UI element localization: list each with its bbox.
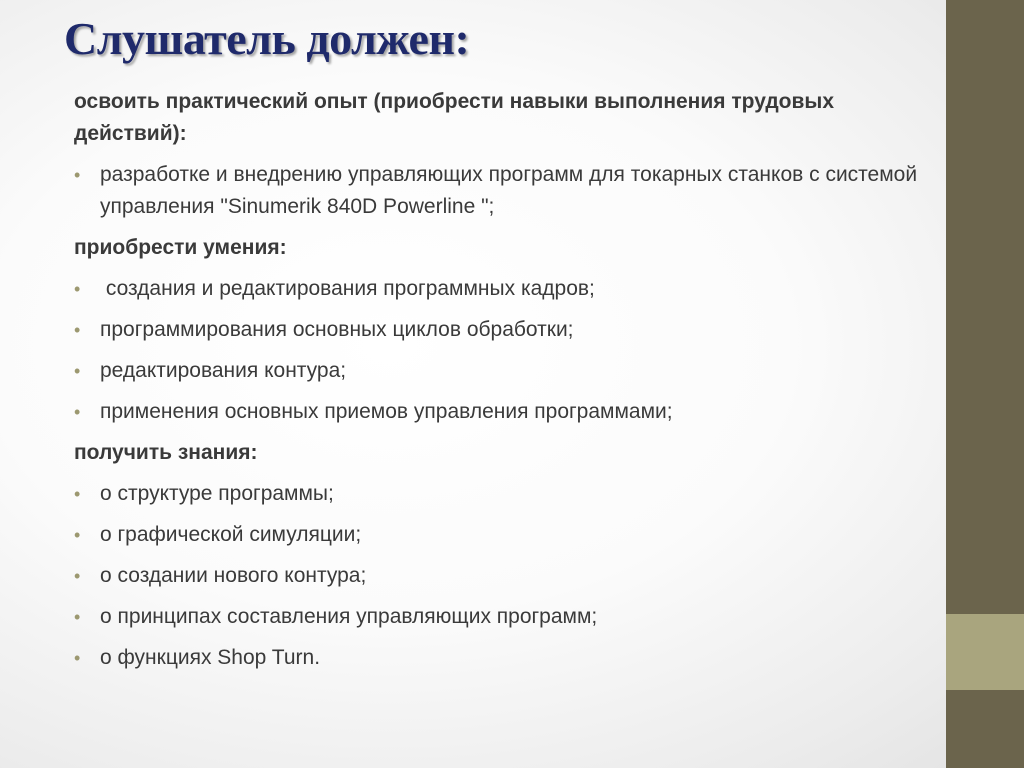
list-item <box>74 396 924 428</box>
list-item <box>74 314 924 346</box>
list-item-text: о графической симуляции; <box>100 523 362 546</box>
section-heading-knowledge: получить знания: <box>74 441 258 464</box>
slide-content <box>74 86 924 683</box>
bullet-icon: • <box>74 525 81 545</box>
list-item-text: программирования основных циклов обработки; <box>100 318 574 341</box>
list-item-text: о структуре программы; <box>100 482 334 505</box>
bullet-icon: • <box>74 566 81 586</box>
bullet-icon: • <box>74 402 81 422</box>
bullet-icon: • <box>74 320 81 340</box>
bullet-icon: • <box>74 484 81 504</box>
list-item-text: о функциях Shop Turn. <box>100 646 321 669</box>
section-heading-experience: освоить практический опыт (приобрести навыки выполнения трудовых действий): <box>74 90 835 145</box>
bullet-icon: • <box>74 279 81 299</box>
right-bar-accent-block <box>946 614 1024 690</box>
list-item <box>74 159 924 223</box>
list-item <box>74 601 924 633</box>
list-item <box>74 642 924 674</box>
bullet-icon: • <box>74 165 81 185</box>
list-item-text: применения основных приемов управления программами; <box>100 400 673 423</box>
bullet-icon: • <box>74 607 81 627</box>
section-heading-skills: приобрести умения: <box>74 236 287 259</box>
list-item <box>74 560 924 592</box>
list-item-text: о принципах составления управляющих программ; <box>100 605 598 628</box>
bullet-icon: • <box>74 648 81 668</box>
list-item <box>74 478 924 510</box>
list-item <box>74 273 924 305</box>
list-item <box>74 519 924 551</box>
slide-title: Слушатель должен: <box>64 13 470 64</box>
bullet-icon: • <box>74 361 81 381</box>
list-item-text: создания и редактирования программных кадров; <box>100 277 595 300</box>
list-item-text: о создании нового контура; <box>100 564 367 587</box>
list-item <box>74 355 924 387</box>
list-item-text: разработке и внедрению управляющих программ для токарных станков с системой управления "Sinumerik 840D Powerline "; <box>100 163 918 218</box>
list-item-text: редактирования контура; <box>100 359 347 382</box>
